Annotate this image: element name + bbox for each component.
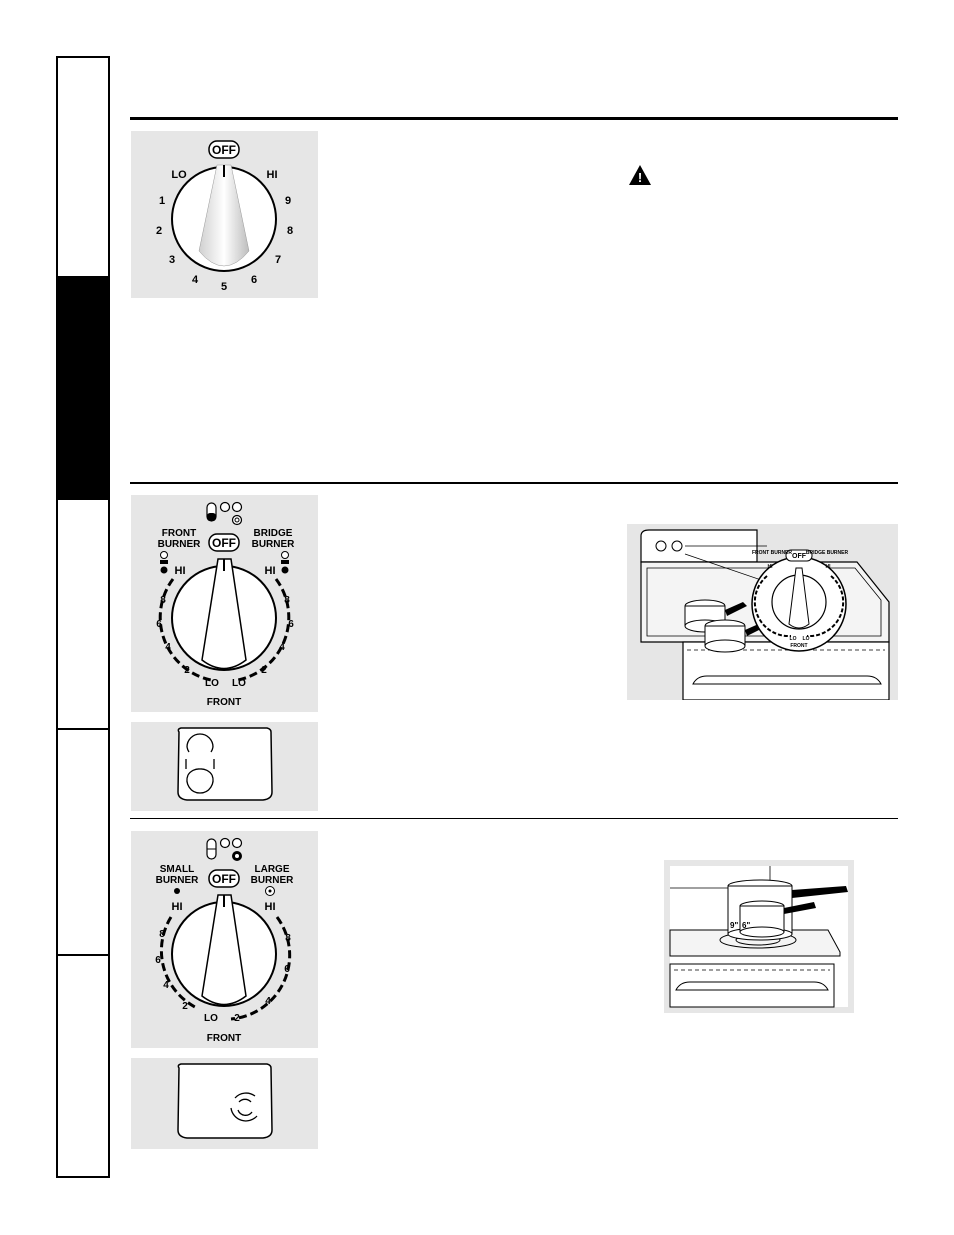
front-bottom-label: FRONT: [206, 697, 242, 708]
right-setting-2: 2: [234, 1013, 240, 1024]
setting-4: 4: [191, 274, 199, 286]
hi-left-label: HI: [171, 901, 183, 913]
dual-burner-element-panel: [131, 1058, 318, 1149]
cooktop-outline-icon: [178, 728, 272, 800]
off-label: OFF: [212, 872, 236, 886]
side-tab-5[interactable]: [58, 956, 108, 1178]
right-setting-4: 4: [279, 642, 285, 653]
large-burner-label-1: LARGE: [254, 864, 290, 875]
pan-size-6-label: 6": [742, 921, 751, 930]
right-setting-8: 8: [285, 933, 291, 944]
section-rule-2: [130, 482, 898, 484]
left-setting-8: 8: [160, 595, 166, 606]
left-setting-6: 6: [155, 955, 161, 966]
right-setting-6: 6: [284, 964, 290, 975]
side-tab-4[interactable]: [58, 730, 108, 956]
side-tab-1[interactable]: [58, 58, 108, 278]
zoom-off-label: OFF: [792, 553, 806, 560]
warning-mark: !: [637, 170, 643, 185]
small-burner-label-1: SMALL: [159, 864, 195, 875]
right-setting-4: 4: [265, 996, 271, 1007]
side-tab-3[interactable]: [58, 500, 108, 730]
bridge-burner-label-1: BRIDGE: [253, 528, 293, 539]
setting-6: 6: [250, 274, 258, 286]
right-setting-6: 6: [288, 619, 294, 630]
hi-left-label: HI: [174, 565, 186, 577]
setting-2: 2: [155, 225, 163, 237]
warning-triangle-icon: [628, 164, 652, 191]
side-tab-column: [56, 56, 110, 1178]
small-burner-label-2: BURNER: [155, 875, 199, 886]
setting-5: 5: [220, 281, 228, 293]
lo-label: LO: [171, 169, 187, 181]
setting-7: 7: [274, 254, 282, 266]
dual-burner-dial-panel: [131, 831, 318, 1048]
setting-1: 1: [158, 195, 166, 207]
pan-size-9-label: 9": [730, 921, 739, 930]
bridge-burner-dial-panel: [131, 495, 318, 712]
section-rule-3: [130, 818, 898, 819]
left-setting-4: 4: [165, 642, 171, 653]
right-setting-2: 2: [261, 665, 267, 676]
bridge-burner-element-panel: [131, 722, 318, 811]
lo-right-label: LO: [232, 678, 246, 689]
left-setting-2: 2: [182, 1001, 188, 1012]
zoom-lo-left: LO: [789, 636, 797, 642]
front-burner-label-2: BURNER: [157, 539, 201, 550]
burner-indicator-icon: [207, 839, 242, 862]
front-burner-label-1: FRONT: [161, 528, 197, 539]
zoom-lo-right: LO: [802, 636, 810, 642]
zoom-front-burner-label: FRONT BURNER: [752, 550, 792, 556]
cooktop-outline-icon: [178, 1064, 272, 1138]
hi-right-label: HI: [264, 901, 276, 913]
left-setting-2: 2: [184, 665, 190, 676]
setting-9: 9: [284, 195, 292, 207]
right-setting-8: 8: [284, 595, 290, 606]
range-bridge-illustration: [627, 524, 898, 700]
hi-label: HI: [266, 169, 278, 181]
side-tab-2-active[interactable]: [58, 278, 108, 500]
burner-indicator-icon: [207, 503, 242, 525]
zoom-bridge-burner-label: BRIDGE BURNER: [805, 550, 849, 556]
pan-size-illustration: [664, 860, 854, 1013]
hi-right-label: HI: [264, 565, 276, 577]
off-label: OFF: [212, 143, 236, 157]
setting-3: 3: [168, 254, 176, 266]
left-setting-4: 4: [163, 980, 169, 991]
zoom-hi-right: HI: [825, 564, 831, 570]
standard-dial-panel: [131, 131, 318, 298]
section-rule-1: [130, 117, 898, 120]
lo-left-label: LO: [205, 678, 219, 689]
setting-8: 8: [286, 225, 294, 237]
zoom-hi-left: HI: [767, 564, 773, 570]
large-burner-label-2: BURNER: [250, 875, 294, 886]
bridge-burner-label-2: BURNER: [251, 539, 295, 550]
zoom-front-label: FRONT: [790, 643, 808, 649]
lo-label: LO: [204, 1013, 218, 1024]
left-setting-8: 8: [159, 929, 165, 940]
front-bottom-label: FRONT: [206, 1033, 242, 1044]
off-label: OFF: [212, 536, 236, 550]
left-setting-6: 6: [156, 619, 162, 630]
